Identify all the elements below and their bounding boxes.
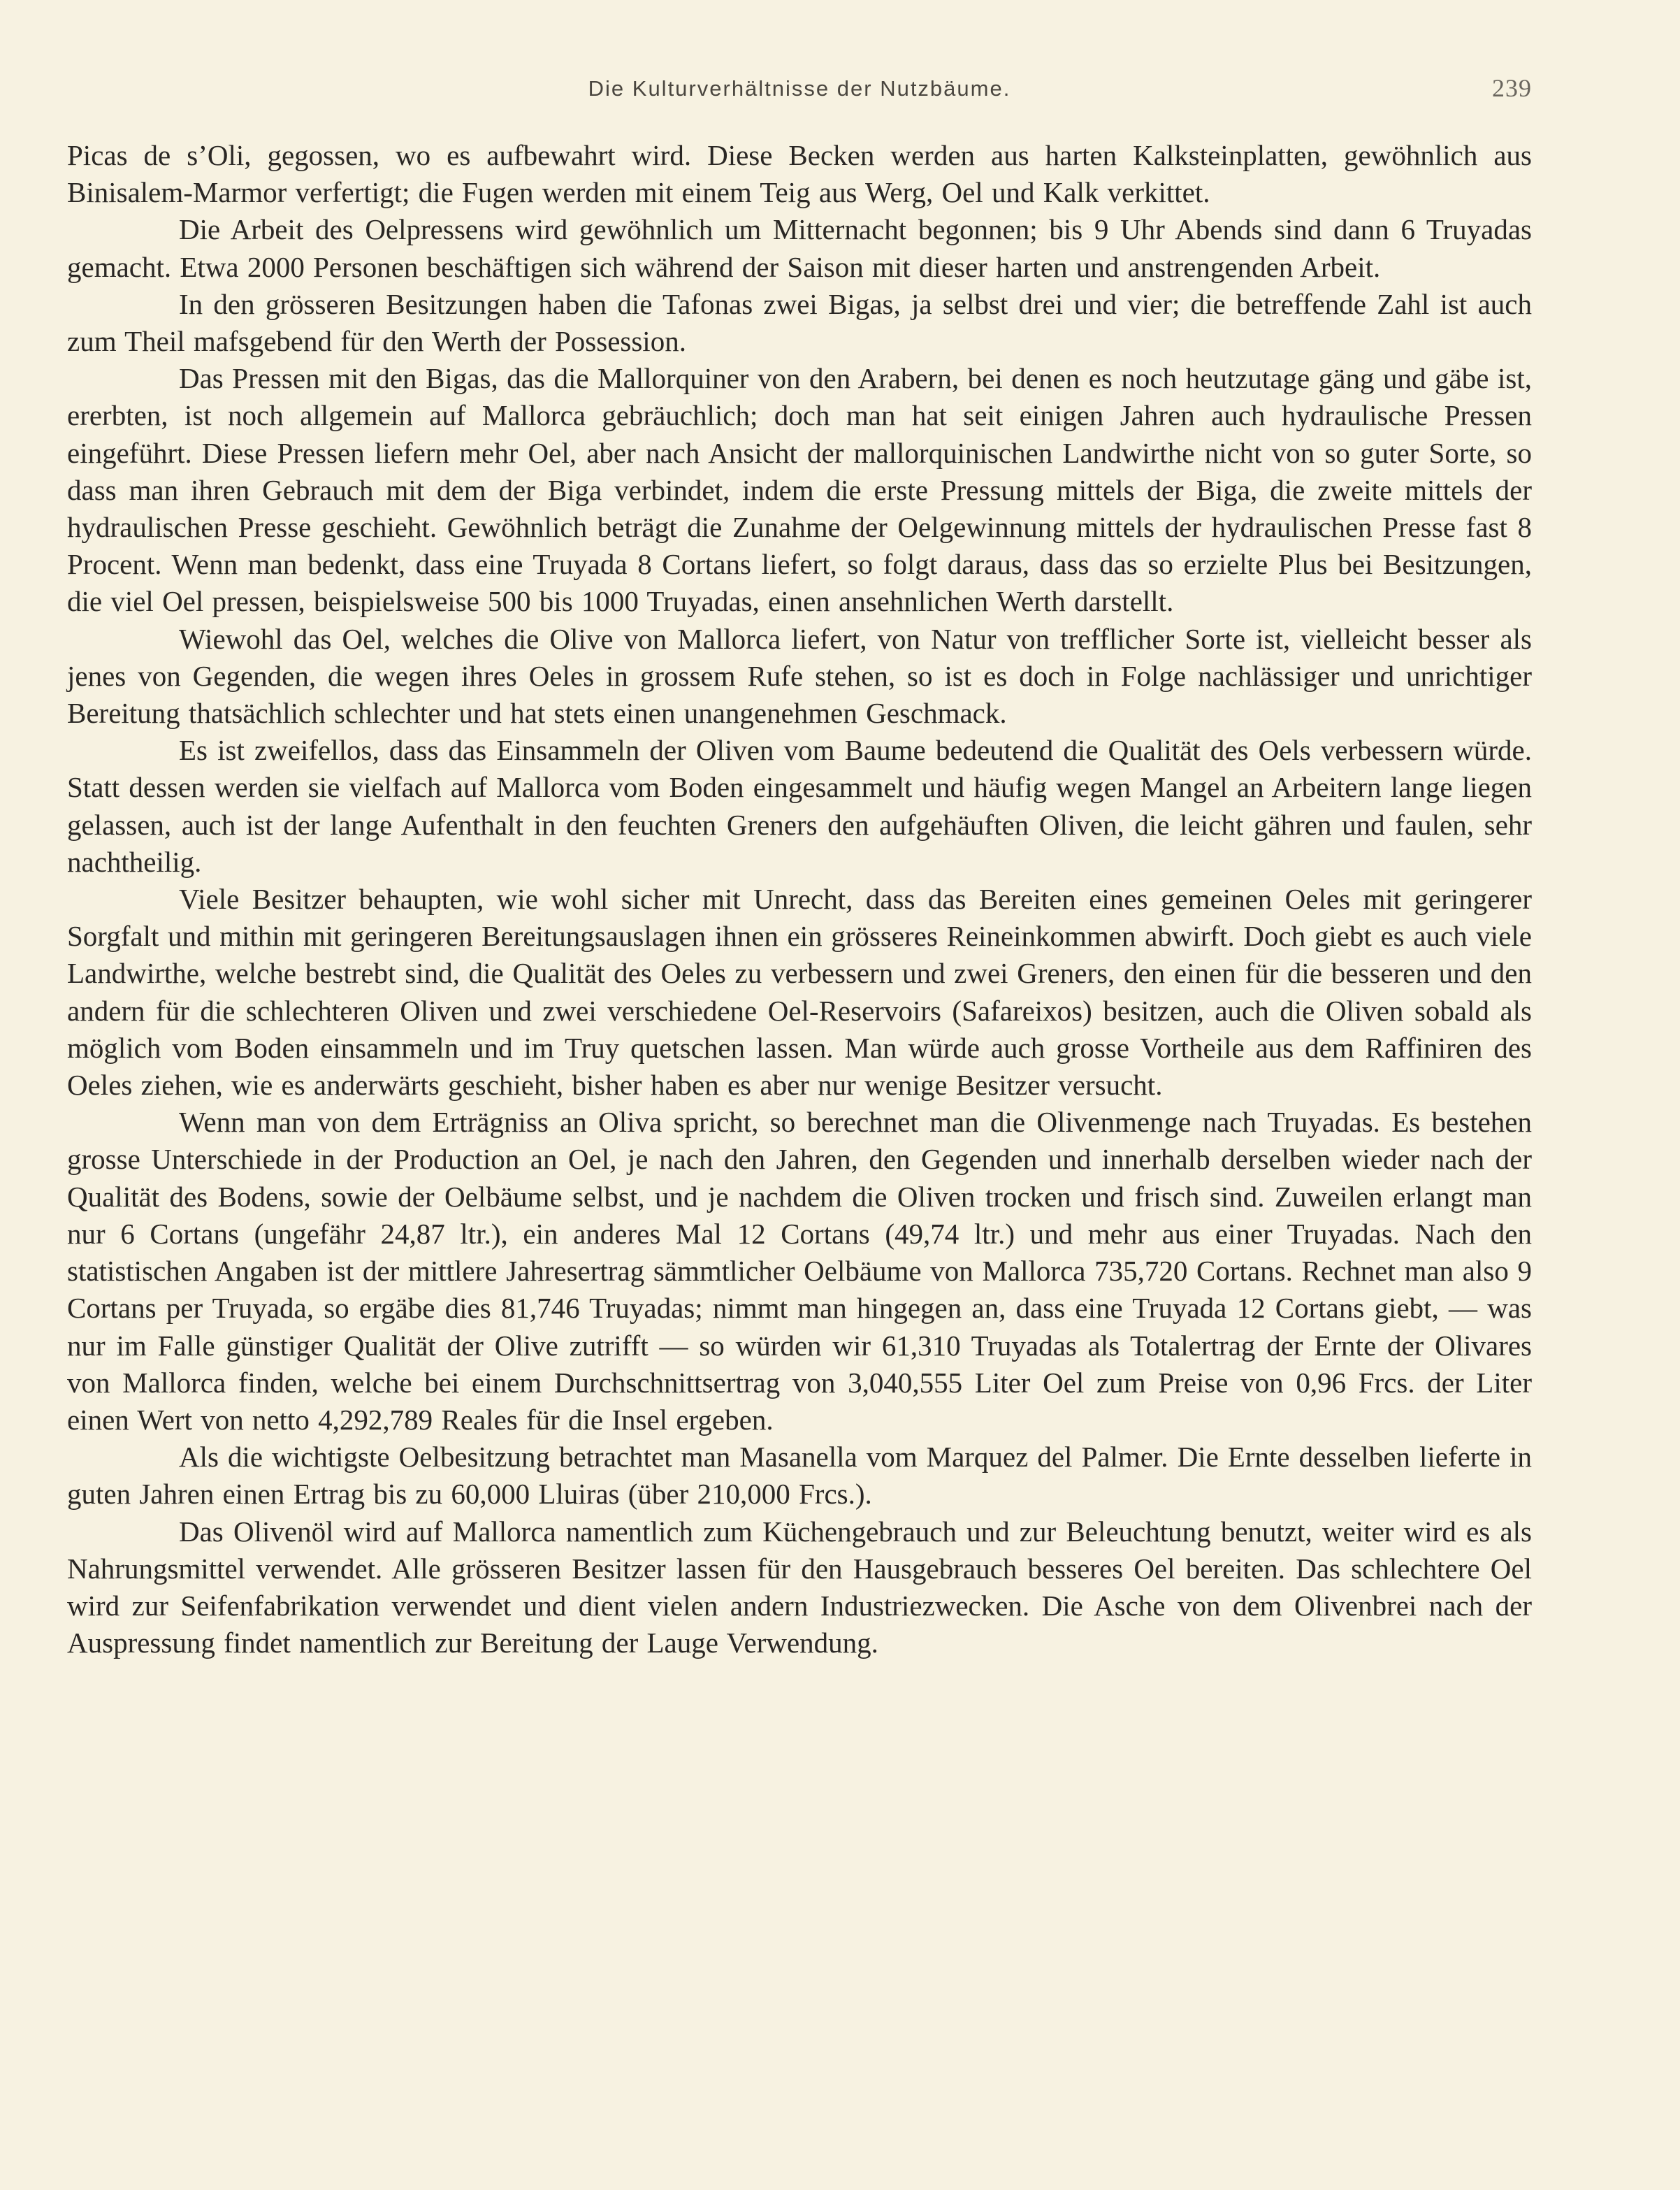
- paragraph: Wenn man von dem Erträgniss an Oliva spricht, so berechnet man die Olivenmenge nach Truyadas. Es bestehen grosse Unterschiede in der Production an Oel, je nach den Jahren, den Gegenden und innerhalb derselben wieder nach der Qualität des Bodens, sowie der Oelbäume selbst, und je nachdem die Oliven trocken und frisch sind. Zuweilen erlangt man nur 6 Cortans (ungefähr 24,87 ltr.), ein anderes Mal 12 Cortans (49,74 ltr.) und mehr aus einer Truyadas. Nach den statistischen Angaben ist der mittlere Jahresertrag sämmtlicher Oelbäume von Mallorca 735,720 Cortans. Rechnet man also 9 Cortans per Truyada, so ergäbe dies 81,746 Truyadas; nimmt man hingegen an, dass eine Truyada 12 Cortans giebt, — was nur im Falle günstiger Qualität der Olive zutrifft — so würden wir 61,310 Truyadas als Totalertrag der Ernte der Olivares von Mallorca finden, welche bei einem Durchschnittsertrag von 3,040,555 Liter Oel zum Preise von 0,96 Frcs. der Liter einen Wert von netto 4,292,789 Reales für die Insel ergeben.: [67, 1106, 1532, 1436]
- paragraph: In den grösseren Besitzungen haben die Tafonas zwei Bigas, ja selbst drei und vier; die betreffende Zahl ist auch zum Theil mafsgebend für den Werth der Possession.: [67, 287, 1532, 358]
- paragraph: Wiewohl das Oel, welches die Olive von Mallorca liefert, von Natur von trefflicher Sorte ist, vielleicht besser als jenes von Gegenden, die wegen ihres Oeles in grossem Rufe stehen, so ist es doch in Folge nachlässiger und unrichtiger Bereitung thatsächlich schlechter und hat stets einen unangenehmen Geschmack.: [67, 622, 1532, 730]
- paragraph: Die Arbeit des Oelpressens wird gewöhnlich um Mitternacht begonnen; bis 9 Uhr Abends sind dann 6 Truyadas gemacht. Etwa 2000 Personen beschäftigen sich während der Saison mit dieser harten und anstrengenden Arbeit.: [67, 213, 1532, 283]
- body-text: [67, 137, 1532, 1662]
- page-header: [67, 72, 1532, 114]
- paragraph: Das Pressen mit den Bigas, das die Mallorquiner von den Arabern, bei denen es noch heutzutage gäng und gäbe ist, ererbten, ist noch allgemein auf Mallorca gebräuchlich; doch man hat seit einigen Jahren auch hydraulische Pressen eingeführt. Diese Pressen liefern mehr Oel, aber nach Ansicht der mallorquinischen Landwirthe nicht von so guter Sorte, so dass man ihren Gebrauch mit dem der Biga verbindet, indem die erste Pressung mittels der Biga, die zweite mittels der hydraulischen Presse geschieht. Gewöhnlich beträgt die Zunahme der Oelgewinnung mittels der hydraulischen Presse fast 8 Procent. Wenn man bedenkt, dass eine Truyada 8 Cortans liefert, so folgt daraus, dass das so erzielte Plus bei Besitzungen, die viel Oel pressen, beispielsweise 500 bis 1000 Truyadas, einen ansehnlichen Werth darstellt.: [67, 362, 1532, 618]
- paragraph: Als die wichtigste Oelbesitzung betrachtet man Masanella vom Marquez del Palmer. Die Ernte desselben lieferte in guten Jahren einen Ertrag bis zu 60,000 Lluiras (über 210,000 Frcs.).: [67, 1441, 1532, 1511]
- paragraph: Viele Besitzer behaupten, wie wohl sicher mit Unrecht, dass das Bereiten eines gemeinen Oeles mit geringerer Sorgfalt und mithin mit geringeren Bereitungsauslagen ihnen ein grösseres Reineinkommen abwirft. Doch giebt es auch viele Landwirthe, welche bestrebt sind, die Qualität des Oeles zu verbessern und zwei Greners, den einen für die besseren und den andern für die schlechteren Oliven und zwei verschiedene Oel-Reservoirs (Safareixos) besitzen, auch die Oliven sobald als möglich vom Boden einsammeln und im Truy quetschen lassen. Man würde auch grosse Vortheile aus dem Raffiniren des Oeles ziehen, wie es anderwärts geschieht, bisher haben es aber nur wenige Besitzer versucht.: [67, 883, 1532, 1102]
- running-title: Die Kulturverhältnisse der Nutzbäume.: [588, 76, 1011, 101]
- page-number: 239: [1492, 74, 1532, 102]
- paragraph: Das Olivenöl wird auf Mallorca namentlich zum Küchengebrauch und zur Beleuchtung benutzt, weiter wird es als Nahrungsmittel verwendet. Alle grösseren Besitzer lassen für den Hausgebrauch besseres Oel bereiten. Das schlechtere Oel wird zur Seifenfabrikation verwendet und dient vielen andern Industriezwecken. Die Asche von dem Olivenbrei nach der Auspressung findet namentlich zur Bereitung der Lauge Verwendung.: [67, 1515, 1532, 1659]
- paragraph: Es ist zweifellos, dass das Einsammeln der Oliven vom Baume bedeutend die Qualität des Oels verbessern würde. Statt dessen werden sie vielfach auf Mallorca vom Boden eingesammelt und häufig wegen Mangel an Arbeitern lange liegen gelassen, auch ist der lange Aufenthalt in den feuchten Greners den aufgehäuften Oliven, die leicht gähren und faulen, sehr nachtheilig.: [67, 734, 1532, 878]
- paragraph-continuation: Picas de s’Oli, gegossen, wo es aufbewahrt wird. Diese Becken werden aus harten Kalksteinplatten, gewöhnlich aus Binisalem-Marmor verfertigt; die Fugen werden mit einem Teig aus Werg, Oel und Kalk verkittet.: [67, 139, 1532, 209]
